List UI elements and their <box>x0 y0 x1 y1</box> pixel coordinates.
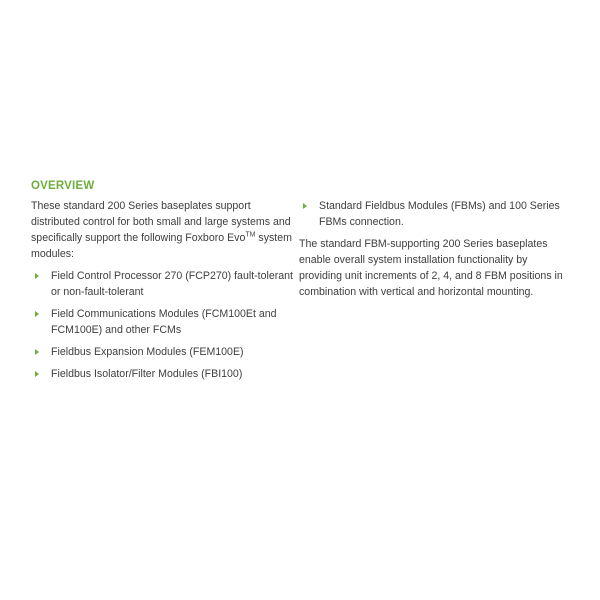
right-column <box>299 198 567 300</box>
list-item <box>31 268 293 300</box>
intro-tail: system modules: <box>31 232 292 260</box>
bullet-arrow-icon <box>35 371 39 377</box>
baseplate-paragraph: The standard FBM-supporting 200 Series baseplates enable overall system installation functionality by providing unit increments of 2, 4, and 8 FBM positions in combination with vertical and horizontal mounting. <box>299 238 563 298</box>
bullet-arrow-icon <box>35 273 39 279</box>
bullet-arrow-icon <box>35 311 39 317</box>
list-item <box>299 198 567 230</box>
module-list <box>31 268 293 382</box>
module-list-continued <box>299 198 567 230</box>
list-item <box>31 344 293 360</box>
list-item-text: Fieldbus Isolator/Filter Modules (FBI100) <box>51 368 243 380</box>
list-item-text: Standard Fieldbus Modules (FBMs) and 100 Series FBMs connection. <box>319 200 560 228</box>
list-item-text: Field Communications Modules (FCM100Et and FCM100E) and other FCMs <box>51 308 277 336</box>
list-item-text: Field Control Processor 270 (FCP270) fault-tolerant or non-fault-tolerant <box>51 270 293 298</box>
trademark-mark: TM <box>245 231 256 239</box>
bullet-arrow-icon <box>35 349 39 355</box>
bullet-arrow-icon <box>303 203 307 209</box>
section-heading: OVERVIEW <box>31 180 95 192</box>
list-item <box>31 306 293 338</box>
list-item-text: Fieldbus Expansion Modules (FEM100E) <box>51 346 244 358</box>
intro-paragraph <box>31 198 293 262</box>
left-column <box>31 198 293 382</box>
list-item <box>31 366 293 382</box>
intro-text: These standard 200 Series baseplates support distributed control for both small and large systems and specifically support the following Foxboro Evo <box>31 200 291 244</box>
